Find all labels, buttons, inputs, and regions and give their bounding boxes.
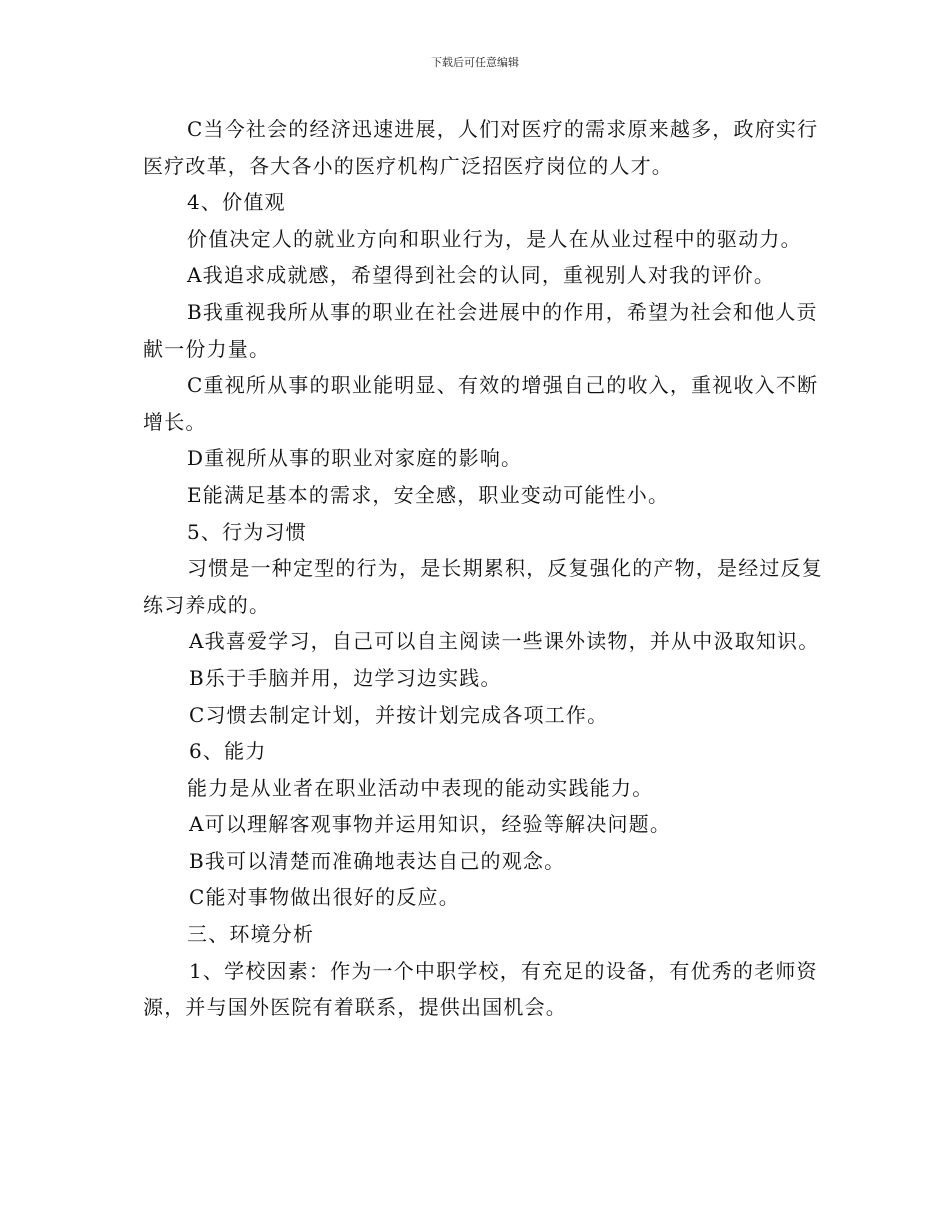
paragraph: 能力是从业者在职业活动中表现的能动实践能力。 bbox=[187, 775, 654, 800]
list-item: E能满足基本的需求，安全感，职业变动可能性小。 bbox=[187, 482, 670, 507]
list-item: C习惯去制定计划，并按计划完成各项工作。 bbox=[189, 702, 609, 727]
section-heading: 5、行为习惯 bbox=[187, 519, 307, 544]
list-item: B我可以清楚而准确地表达自己的观念。 bbox=[189, 848, 566, 873]
section-heading: 三、环境分析 bbox=[187, 922, 315, 947]
list-item: C能对事物做出很好的反应。 bbox=[189, 885, 460, 910]
page-header-note: 下载后可任意编辑 bbox=[431, 56, 519, 69]
section-heading: 6、能力 bbox=[189, 739, 267, 764]
list-item: A我追求成就感，希望得到社会的认同，重视别人对我的评价。 bbox=[187, 263, 776, 288]
paragraph: C当今社会的经济迅速进展，人们对医疗的需求原来越多，政府实行医疗改革，各大各小的医疗机构广泛招医疗岗位的人才。 bbox=[143, 117, 819, 178]
list-item: D重视所从事的职业对家庭的影响。 bbox=[187, 446, 523, 471]
document-body bbox=[143, 111, 823, 1026]
list-item: A我喜爱学习，自己可以自主阅读一些课外读物，并从中汲取知识。 bbox=[189, 629, 820, 654]
list-item: B乐于手脑并用，边学习边实践。 bbox=[189, 665, 502, 690]
paragraph: 1、学校因素：作为一个中职学校，有充足的设备，有优秀的老师资源，并与国外医院有着联系，提供出国机会。 bbox=[143, 958, 818, 1020]
list-item: A可以理解客观事物并运用知识，经验等解决问题。 bbox=[189, 812, 672, 837]
paragraph: 习惯是一种定型的行为，是长期累积，反复强化的产物，是经过反复练习养成的。 bbox=[143, 556, 823, 617]
list-item: C重视所从事的职业能明显、有效的增强自己的收入，重视收入不断增长。 bbox=[143, 373, 819, 434]
section-heading: 4、价值观 bbox=[187, 190, 286, 215]
list-item: B我重视我所从事的职业在社会进展中的作用，希望为社会和他人贡献一份力量。 bbox=[143, 299, 818, 361]
paragraph: 价值决定人的就业方向和职业行为，是人在从业过程中的驱动力。 bbox=[187, 226, 802, 251]
